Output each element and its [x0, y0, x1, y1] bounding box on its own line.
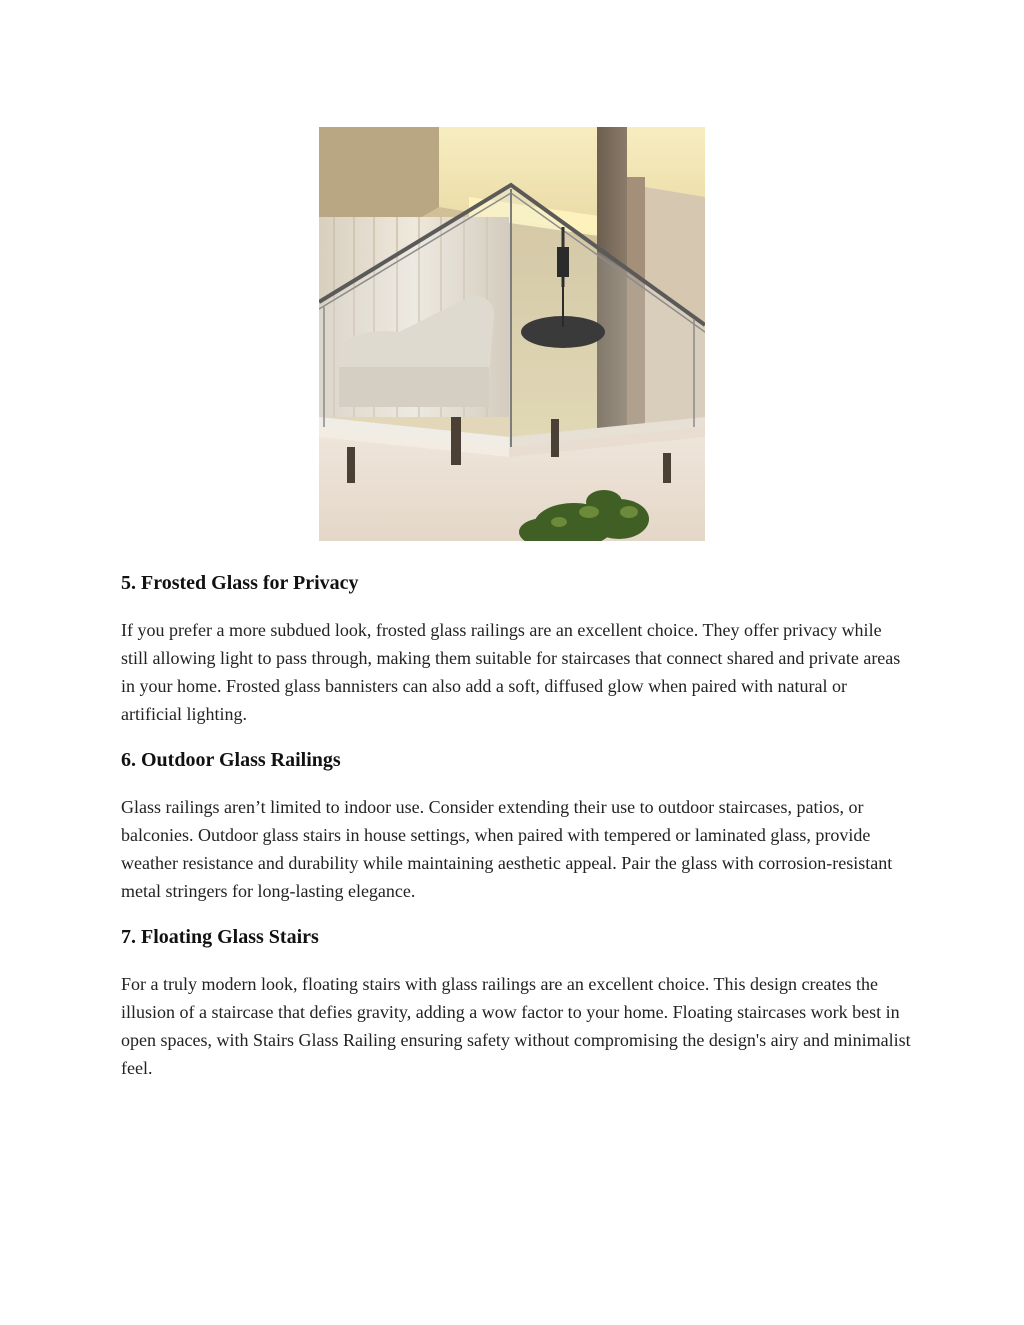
section-body-floating-stairs: For a truly modern look, floating stairs with glass railings are an excellent choice. This design creates the illusion of a staircase that defies gravity, adding a wow factor to your home. Floating staircases work best in open spaces, with Stairs Glass Railing ensuring safety without compromising the design's airy and minimalist feel. [121, 974, 911, 1078]
glass-railing-photo [319, 127, 705, 541]
section-body-outdoor-railings: Glass railings aren’t limited to indoor use. Consider extending their use to outdoor staircases, patios, or balconies. Outdoor glass stairs in house settings, when paired with tempered or laminated glass, provide weather resistance and durability while maintaining aesthetic appeal. Pair the glass with corrosion-resistant metal stringers for long-lasting elegance. [121, 797, 893, 901]
section-heading-floating-stairs: 7. Floating Glass Stairs [121, 926, 319, 948]
section-body-frosted-glass: If you prefer a more subdued look, frosted glass railings are an excellent choice. They offer privacy while still allowing light to pass through, making them suitable for staircases that connect shared and private areas in your home. Frosted glass bannisters can also add a soft, diffused glow when paired with natural or artificial lighting. [121, 620, 901, 724]
glass-railing-staircase-photo [319, 127, 705, 541]
section-heading-outdoor-railings: 6. Outdoor Glass Railings [121, 749, 341, 771]
section-heading-frosted-glass: 5. Frosted Glass for Privacy [121, 572, 359, 594]
article-content [121, 568, 911, 1099]
